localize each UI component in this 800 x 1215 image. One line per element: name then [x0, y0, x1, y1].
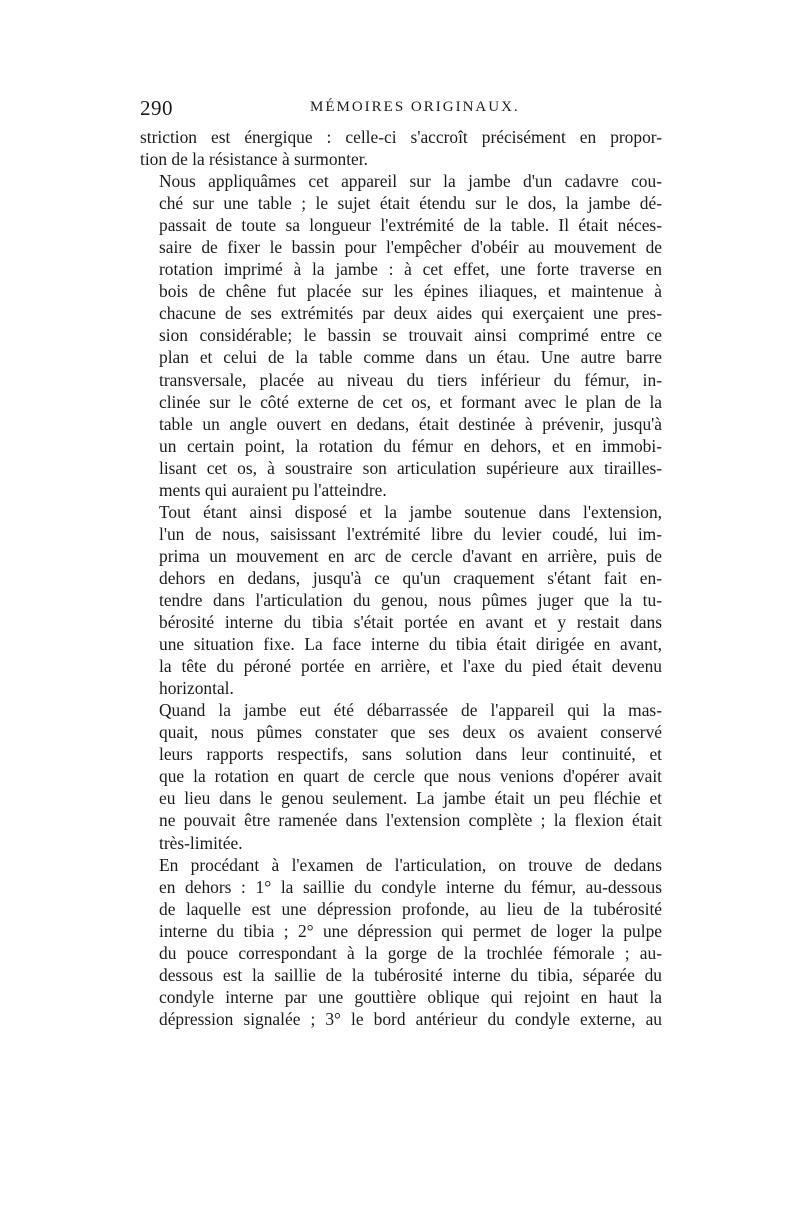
book-page	[140, 96, 662, 1030]
text-line: dessous est la saillie de la tubérosité interne du tibia, séparée du	[159, 964, 662, 985]
text-line: très-limitée.	[159, 832, 243, 853]
text-line: rotation imprimé à la jambe : à cet effet, une forte traverse en	[159, 259, 662, 280]
text-line: chacune de ses extrémités par deux aides qui exerçaient une pres-	[159, 303, 662, 324]
text-line: interne du tibia ; 2° une dépression qui permet de loger la pulpe	[159, 920, 662, 941]
text-line: l'un de nous, saisissant l'extrémité libre du levier coudé, lui im-	[159, 523, 662, 544]
text-line: tendre dans l'articulation du genou, nous pûmes juger que la tu-	[159, 589, 662, 610]
paragraph	[140, 854, 662, 1030]
text-line: du pouce correspondant à la gorge de la trochlée fémorale ; au-	[159, 942, 662, 963]
text-line: un certain point, la rotation du fémur en dehors, et en immobi-	[159, 435, 662, 456]
paragraph	[140, 170, 662, 501]
text-line: dehors en dedans, jusqu'à ce qu'un craquement s'étant fait en-	[159, 567, 662, 588]
text-line: bois de chêne fut placée sur les épines iliaques, et maintenue à	[159, 281, 662, 302]
page-header	[140, 96, 662, 122]
text-line: Nous appliquâmes cet appareil sur la jambe d'un cadavre cou-	[159, 171, 662, 192]
text-line: eu lieu dans le genou seulement. La jambe était un peu fléchie et	[159, 788, 662, 809]
text-line: Tout étant ainsi disposé et la jambe soutenue dans l'extension,	[159, 501, 662, 522]
text-line: que la rotation en quart de cercle que nous venions d'opérer avait	[159, 766, 662, 787]
text-line: condyle interne par une gouttière oblique qui rejoint en haut la	[159, 986, 662, 1007]
body-text	[140, 126, 662, 1030]
paragraph	[140, 126, 662, 170]
text-line: saire de fixer le bassin pour l'empêcher d'obéir au mouvement de	[159, 237, 662, 258]
text-line: prima un mouvement en arc de cercle d'avant en arrière, puis de	[159, 545, 662, 566]
text-line: clinée sur le côté externe de cet os, et formant avec le plan de la	[159, 391, 662, 412]
page-number: 290	[140, 96, 173, 120]
running-title: MÉMOIRES ORIGINAUX.	[310, 99, 520, 115]
text-line: quait, nous pûmes constater que ses deux os avaient conservé	[159, 722, 662, 743]
text-line: striction est énergique : celle-ci s'accroît précisément en propor-	[140, 127, 662, 147]
text-line: Quand la jambe eut été débarrassée de l'appareil qui la mas-	[159, 700, 662, 721]
text-line: tion de la résistance à surmonter.	[140, 149, 368, 170]
text-line: En procédant à l'examen de l'articulation, on trouve de dedans	[159, 854, 662, 875]
text-line: plan et celui de la table comme dans un étau. Une autre barre	[159, 347, 662, 368]
text-line: ne pouvait être ramenée dans l'extension complète ; la flexion était	[159, 810, 662, 831]
text-line: dépression signalée ; 3° le bord antérieur du condyle externe, au	[159, 1008, 662, 1029]
text-line: de laquelle est une dépression profonde, au lieu de la tubérosité	[159, 898, 662, 919]
text-line: leurs rapports respectifs, sans solution dans leur continuité, et	[159, 744, 662, 765]
text-line: transversale, placée au niveau du tiers inférieur du fémur, in-	[159, 369, 662, 390]
text-line: la tête du péroné portée en arrière, et l'axe du pied était devenu	[159, 656, 662, 677]
paragraph	[140, 501, 662, 699]
text-line: passait de toute sa longueur l'extrémité de la table. Il était néces-	[159, 215, 662, 236]
paragraph	[140, 699, 662, 853]
text-line: table un angle ouvert en dedans, était destinée à prévenir, jusqu'à	[159, 413, 662, 434]
text-line: ché sur une table ; le sujet était étendu sur le dos, la jambe dé-	[159, 193, 662, 214]
text-line: lisant cet os, à soustraire son articulation supérieure aux tirailles-	[159, 457, 662, 478]
text-line: en dehors : 1° la saillie du condyle interne du fémur, au-dessous	[159, 876, 662, 897]
text-line: sion considérable; le bassin se trouvait ainsi comprimé entre ce	[159, 325, 662, 346]
text-line: une situation fixe. La face interne du tibia était dirigée en avant,	[159, 634, 662, 655]
text-line: ments qui auraient pu l'atteindre.	[159, 479, 387, 500]
text-line: bérosité interne du tibia s'était portée en avant et y restait dans	[159, 612, 662, 633]
text-line: horizontal.	[159, 678, 234, 699]
